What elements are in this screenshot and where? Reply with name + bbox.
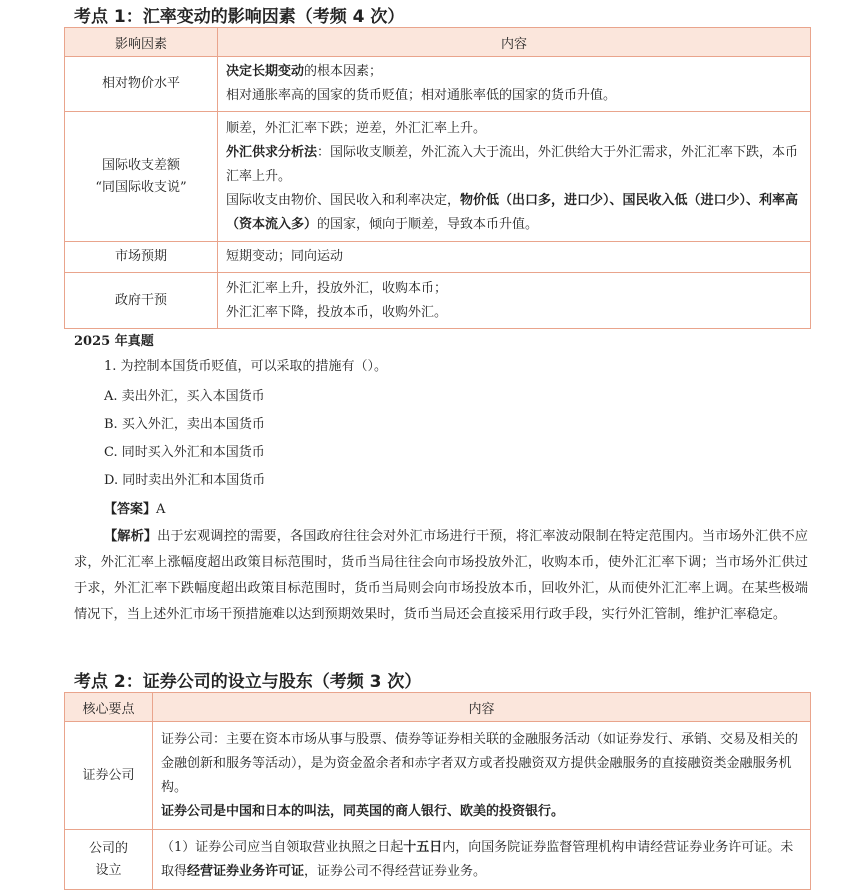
row-content xyxy=(218,57,811,112)
table-header-row xyxy=(65,693,811,722)
content-line xyxy=(226,245,802,269)
table-row xyxy=(65,112,811,242)
row-content xyxy=(153,722,811,830)
factor-text: 市场预期 xyxy=(114,249,167,264)
content-text: 证券公司：主要在资本市场从事与股票、债券等证券相关联的金融服务活动（如证券发行、承销、交易及相关的金融创新和服务等活动），是为资金盈余者和赤字者双方或者投融资双方提供金融服务的直接融资类金融服务机构。 xyxy=(161,731,799,795)
factor-text: 国际收支差额 xyxy=(101,157,180,173)
row-factor xyxy=(65,722,153,830)
content-text: 国际收支由物价、国民收入和利率决定， xyxy=(226,192,461,208)
content-text: 的根本因素； xyxy=(304,64,383,79)
answer-line xyxy=(104,498,165,517)
exam-label: 2025 年真题 xyxy=(74,334,154,349)
content-line xyxy=(226,141,802,189)
content-text: ，证券公司不得经营证券业务。 xyxy=(304,863,487,879)
securities-company-table xyxy=(64,692,811,890)
factor-text: 政府干预 xyxy=(114,292,167,308)
content-line xyxy=(226,84,802,108)
table-row xyxy=(65,273,811,329)
exchange-rate-factors-table xyxy=(64,27,811,329)
row-factor xyxy=(65,57,218,112)
content-text: 顺差，外汇汇率下跌；逆差，外汇汇率上升。 xyxy=(226,120,487,136)
content-line xyxy=(226,60,802,84)
analysis-paragraph xyxy=(74,524,808,628)
content-line xyxy=(226,117,802,141)
emphasis-text: 外汇供求分析法 xyxy=(226,144,318,160)
content-line xyxy=(226,301,802,325)
emphasis-text: 经营证券业务许可证 xyxy=(187,863,305,879)
emphasis-text: 证券公司是中国和日本的叫法，同英国的商人银行、欧美的投资银行。 xyxy=(161,803,565,819)
table-row xyxy=(65,830,811,890)
emphasis-text: 决定长期变动 xyxy=(226,64,305,79)
option-a: A. 卖出外汇，买入本国货币 xyxy=(104,389,265,404)
factor-text: 证券公司 xyxy=(82,767,135,783)
row-content xyxy=(218,112,811,242)
content-text: 相对通胀率高的国家的货币贬值；相对通胀率低的国家的货币升值。 xyxy=(226,88,617,103)
content-line xyxy=(226,277,802,301)
analysis-tag: 【解析】 xyxy=(104,529,158,544)
section1-heading: 考点 1：汇率变动的影响因素（考频 4 次） xyxy=(74,7,405,27)
row-factor xyxy=(65,830,153,890)
content-text: 外汇汇率下降，投放本币，收购外汇。 xyxy=(226,304,448,320)
answer-value: A xyxy=(156,502,166,517)
row-content xyxy=(153,830,811,890)
content-line xyxy=(226,189,802,237)
row-content xyxy=(218,273,811,329)
factor-text: 设立 xyxy=(95,862,122,878)
header-key-point: 核心要点 xyxy=(65,693,153,722)
content-text: （1）证券公司应当自领取营业执照之日起 xyxy=(161,839,404,855)
emphasis-text: 物价低（出口多，进口少）、国民收入低（进口少）、利率高（资本流入多） xyxy=(226,192,799,232)
content-text: ：国际收支顺差，外汇流入大于流出，外汇供给大于外汇需求，外汇汇率下跌，本币汇率上升。 xyxy=(226,144,799,184)
header-content: 内容 xyxy=(218,28,811,57)
factor-text: 公司的 xyxy=(88,840,128,856)
table-row xyxy=(65,242,811,273)
option-b: B. 买入外汇，卖出本国货币 xyxy=(104,417,265,432)
row-factor xyxy=(65,273,218,329)
emphasis-text: 十五日 xyxy=(403,839,443,855)
factor-text: 相对物价水平 xyxy=(101,76,180,91)
row-factor xyxy=(65,242,218,273)
content-line xyxy=(161,800,802,824)
table-row xyxy=(65,57,811,112)
factor-text: “同国际收支说” xyxy=(95,179,187,195)
row-factor xyxy=(65,112,218,242)
content-text: 内，向国务院证券监督管理机构申请经营证券业务许可证。未取得 xyxy=(161,839,794,879)
answer-tag: 【答案】 xyxy=(104,502,157,517)
content-text: 短期变动；同向运动 xyxy=(226,249,344,264)
table-header-row xyxy=(65,28,811,57)
content-line xyxy=(161,836,802,884)
question-text: 1. 为控制本国货币贬值，可以采取的措施有（）。 xyxy=(104,359,388,374)
header-factor: 影响因素 xyxy=(65,28,218,57)
row-content xyxy=(218,242,811,273)
analysis-text: 出于宏观调控的需要，各国政府往往会对外汇市场进行干预，将汇率波动限制在特定范围内。当市场外汇供不应求，外汇汇率上涨幅度超出政策目标范围时，货币当局往往会向市场投放外汇，收购本币，使外汇汇率下调；当市场外汇供过于求，外汇汇率下跌幅度超出政策目标范围时，货币当局则会向市场投放本币，回收外汇，从而使外汇汇率上调。在某些极端情况下，当上述外汇市场干预措施难以达到预期效果时，货币当局还会直接采用行政手段，实行外汇管制，维护汇率稳定。 xyxy=(74,529,808,622)
section2-heading: 考点 2：证券公司的设立与股东（考频 3 次） xyxy=(74,672,422,692)
content-text: 外汇汇率上升，投放外汇，收购本币； xyxy=(226,280,448,296)
option-d: D. 同时卖出外汇和本国货币 xyxy=(104,473,266,488)
table-row xyxy=(65,722,811,830)
header-content: 内容 xyxy=(153,693,811,722)
content-line xyxy=(161,728,802,800)
content-text: 的国家，倾向于顺差，导致本币升值。 xyxy=(317,216,539,232)
option-c: C. 同时买入外汇和本国货币 xyxy=(104,445,265,460)
